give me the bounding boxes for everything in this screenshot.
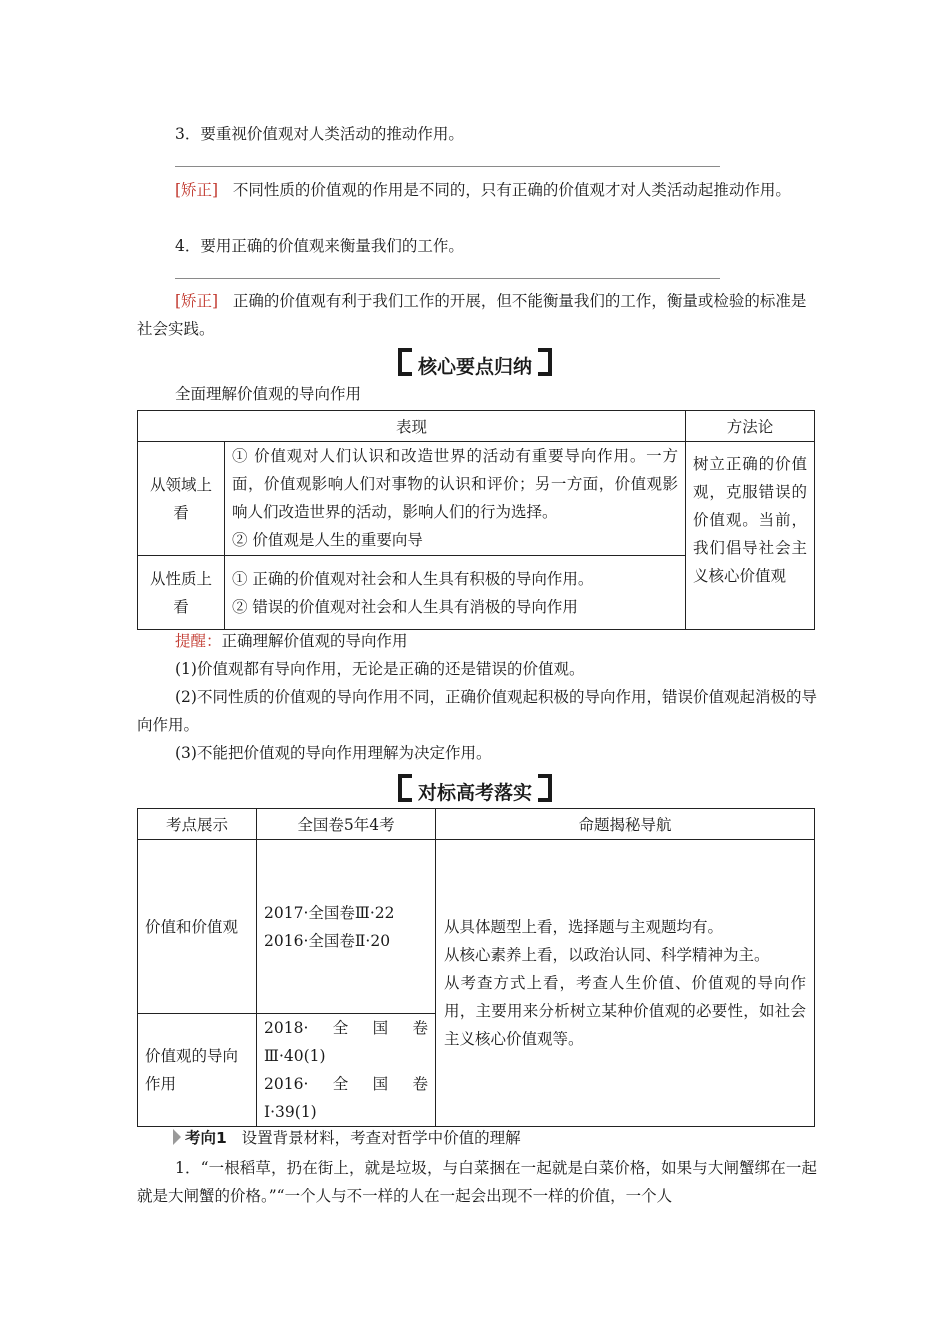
table-header-topic: 考点展示: [138, 809, 257, 840]
section-banner-core: [0, 348, 950, 379]
item-4: 4．要用正确的价值观来衡量我们的工作。: [175, 237, 464, 255]
item-3: 3．要重视价值观对人类活动的推动作用。: [175, 125, 464, 143]
correction-3: [137, 176, 817, 204]
question-1: 1．“一根稻草，扔在街上，就是垃圾，与白菜捆在一起就是白菜价格，如果与大闸蟹绑在一起就是大闸蟹的价格。”“一个人与不一样的人在一起会出现不一样的价值，一个人: [137, 1159, 817, 1205]
tip-heading: [137, 627, 817, 655]
tip-1: (1)价值观都有导向作用，无论是正确的还是错误的价值观。: [175, 660, 585, 678]
answer-blank-4[interactable]: [175, 278, 720, 279]
kaoxiang-heading: [173, 1124, 813, 1152]
kaoxiang-label: 考向1: [185, 1129, 227, 1147]
tip-3: (3)不能把价值观的导向作用理解为决定作用。: [175, 744, 492, 762]
section-title: 核心要点归纳: [417, 356, 532, 378]
section-banner-exam: [0, 774, 950, 805]
row-label-nature: 从性质上看: [138, 556, 225, 630]
row-exams-guidance: 2018· 全 国 卷 Ⅲ·40(1) 2016· 全 国 卷 Ⅰ·39(1): [257, 1014, 436, 1127]
table-header-methodology: 方法论: [686, 411, 815, 442]
guide-cell: 从具体题型上看，选择题与主观题均有。 从核心素养上看，以政治认同、科学精神为主。 从考查方式上看，考查人生价值、价值观的导向作用，主要用来分析树立某种价值观的必要性，如社会主义核心价值观等。: [436, 840, 815, 1127]
correction-label: [矫正]: [175, 181, 219, 199]
row-content-nature: ① 正确的价值观对社会和人生具有积极的导向作用。 ② 错误的价值观对社会和人生具有消极的导向作用: [225, 556, 686, 630]
guidance-table: [137, 410, 815, 630]
correction-label: [矫正]: [175, 292, 219, 310]
section-title: 对标高考落实: [417, 782, 532, 804]
table-header-performance: 表现: [138, 411, 686, 442]
triangle-marker-icon: [173, 1129, 181, 1145]
row-exams-value: 2017·全国卷Ⅲ·22 2016·全国卷Ⅱ·20: [257, 840, 436, 1014]
tip-2: (2)不同性质的价值观的导向作用不同，正确价值观起积极的导向作用，错误价值观起消极的导向作用。: [137, 688, 817, 734]
kaoxiang-text: 设置背景材料，考查对哲学中价值的理解: [241, 1129, 521, 1147]
answer-blank-3[interactable]: [175, 166, 720, 167]
methodology-cell: 树立正确的价值观，克服错误的价值观。当前，我们倡导社会主义核心价值观: [686, 442, 815, 630]
correction-text: 不同性质的价值观的作用是不同的，只有正确的价值观才对人类活动起推动作用。: [232, 181, 791, 199]
row-label-value: 价值和价值观: [138, 840, 257, 1014]
row-content-domain: ① 价值观对人们认识和改造世界的活动有重要导向作用。一方面，价值观影响人们对事物的认识和评价；另一方面，价值观影响人们改造世界的活动，影响人们的行为选择。 ② 价值观是人生的重要向导: [225, 442, 686, 556]
section-subtitle: 全面理解价值观的导向作用: [175, 385, 362, 403]
correction-4: [137, 287, 817, 343]
exam-table: [137, 808, 815, 1127]
table-header-guide: 命题揭秘导航: [436, 809, 815, 840]
row-label-guidance: 价值观的导向作用: [138, 1014, 257, 1127]
tip-label: 提醒：: [175, 632, 222, 650]
correction-text: 正确的价值观有利于我们工作的开展，但不能衡量我们的工作，衡量或检验的标准是社会实践。: [137, 292, 807, 338]
tip-title: 正确理解价值观的导向作用: [221, 632, 408, 650]
row-label-domain: 从领域上看: [138, 442, 225, 556]
table-header-national: 全国卷5年4考: [257, 809, 436, 840]
